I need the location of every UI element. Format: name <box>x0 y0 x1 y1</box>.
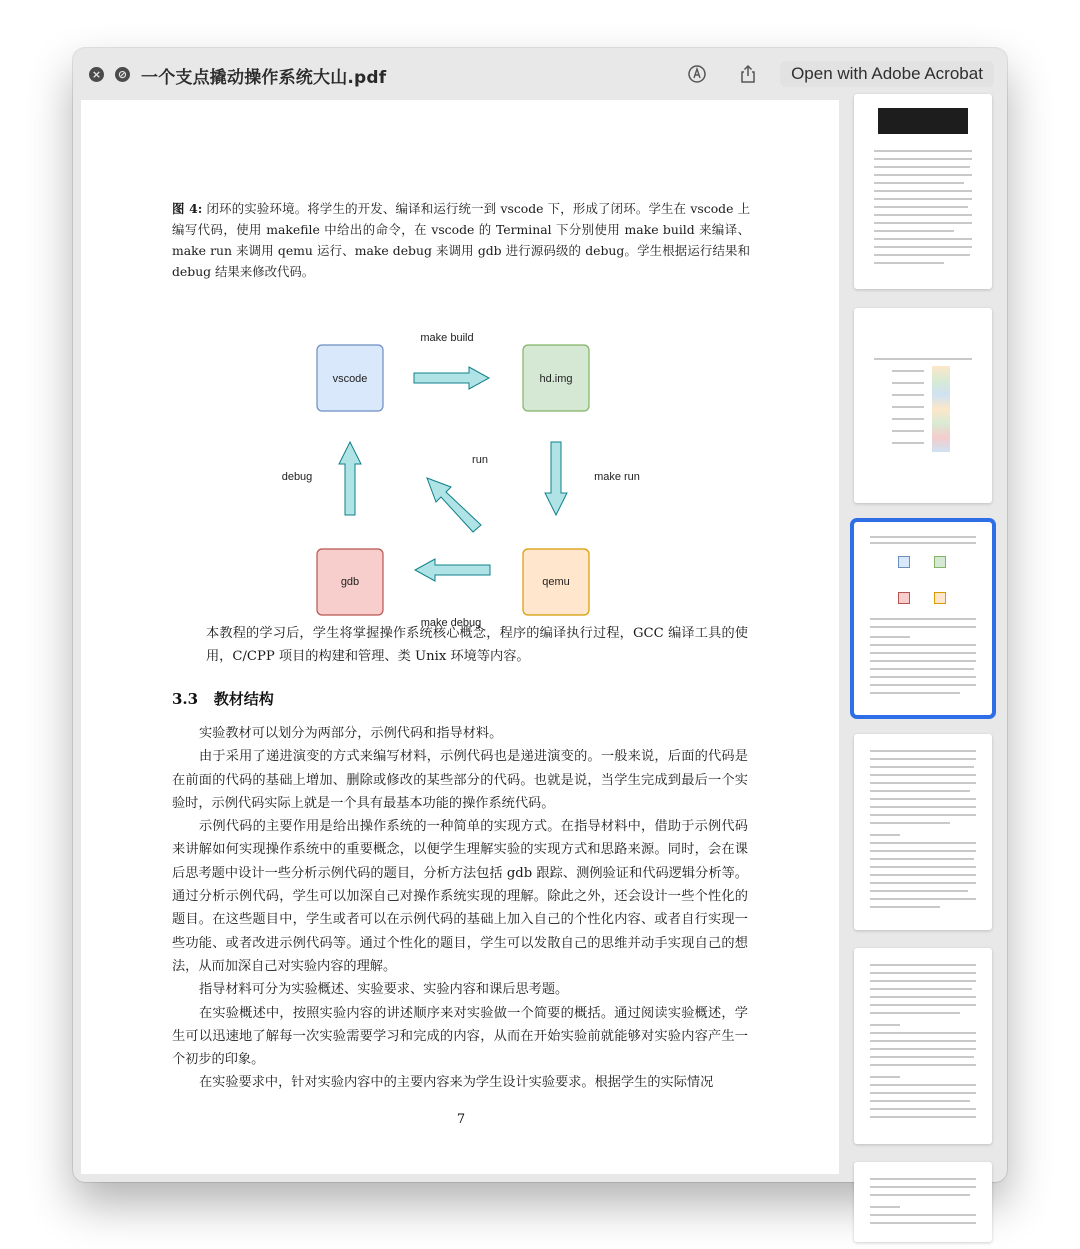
label-make-run: make run <box>594 471 640 483</box>
body-text <box>172 722 748 1095</box>
node-hdimg <box>523 345 589 411</box>
paragraph: 示例代码的主要作用是给出操作系统的一种简单的实现方式。在指导材料中，借助于示例代码来讲解如何实现操作系统中的重要概念，以便学生理解实验的实现方式和思路来源。同时，会在课后思考题中设计一些分析示例代码的题目，分析方法包括 gdb 跟踪、测例验证和代码逻辑分析等。通过分析示例代码，学生可以加深自己对操作系统实现的理解。除此之外，还会设计一些个性化的题目。在这些题目中，学生或者可以在示例代码的基础上加入自己的个性化内容、或者自行实现一些功能、或者改进示例代码等。通过个性化的题目，学生可以发散自己的思维并动手实现自己的想法，从而加深自己对实验内容的理解。 <box>172 819 748 974</box>
intro-text: 本教程的学习后，学生将掌握操作系统核心概念，程序的编译执行过程，GCC 编译工具的使用，C/CPP 项目的构建和管理、类 Unix 环境等内容。 <box>206 626 748 665</box>
page-thumbnail[interactable] <box>854 1162 992 1242</box>
page-thumbnail[interactable] <box>854 94 992 289</box>
section-heading <box>172 688 274 709</box>
figure-label: 图 4: <box>172 201 203 216</box>
section-number: 3.3 <box>172 690 199 708</box>
hide-sidebar-icon[interactable]: ⊘ <box>115 67 130 82</box>
label-make-debug: make debug <box>420 617 482 629</box>
node-qemu <box>523 549 589 615</box>
page-thumbnail[interactable] <box>854 734 992 930</box>
workflow-diagram <box>261 275 681 629</box>
paragraph: 由于采用了递进演变的方式来编写材料，示例代码也是递进演变的。一般来说，后面的代码是在前面的代码的基础上增加、删除或修改的某些部分的代码。也就是说，当学生完成到最后一个实验时，示例代码实际上就是一个具有最基本功能的操作系统代码。 <box>172 749 748 811</box>
section-title: 教材结构 <box>213 690 274 708</box>
label-make-build: make build <box>420 332 474 344</box>
page-thumbnail[interactable] <box>854 308 992 503</box>
paragraph: 实验教材可以划分为两部分，示例代码和指导材料。 <box>199 726 503 741</box>
arrow-make-run <box>545 442 567 515</box>
thumbnail-sidebar[interactable] <box>847 100 1007 1182</box>
page-number: 7 <box>456 1112 466 1127</box>
open-with-acrobat-button[interactable]: Open with Adobe Acrobat <box>780 61 994 87</box>
figure-caption <box>172 198 750 282</box>
arrow-debug <box>339 442 361 515</box>
preview-window <box>73 48 1007 1182</box>
page-thumbnail[interactable] <box>854 948 992 1144</box>
node-vscode <box>317 345 383 411</box>
node-hdimg-label: hd.img <box>539 373 573 385</box>
figure-caption-text: 闭环的实验环境。将学生的开发、编译和运行统一到 vscode 下，形成了闭环。学生在 vscode 上编写代码，使用 makefile 中给出的命令，在 vscode 的 Terminal 下分别使用 make build 来编译、make run 来调用 qemu 运行、make debug 来调用 gdb 进行源码级的 debug。学生根据运行结果和 debug 结果来修改代码。 <box>172 201 750 279</box>
arrow-run <box>427 478 481 532</box>
pdf-page <box>81 100 839 1174</box>
node-gdb <box>317 549 383 615</box>
markup-icon[interactable] <box>687 64 707 84</box>
intro-paragraph <box>206 622 748 669</box>
page-thumbnail-selected[interactable] <box>854 522 992 715</box>
paragraph: 指导材料可分为实验概述、实验要求、实验内容和课后思考题。 <box>199 982 569 998</box>
node-qemu-label: qemu <box>542 576 570 588</box>
document-title: 一个支点撬动操作系统大山.pdf <box>141 68 387 88</box>
node-vscode-label: vscode <box>332 373 368 385</box>
close-icon[interactable]: × <box>89 67 104 82</box>
paragraph: 在实验概述中，按照实验内容的讲述顺序来对实验做一个简要的概括。通过阅读实验概述，学生可以迅速地了解每一次实验需要学习和完成的内容，从而在开始实验前就能够对实验内容产生一个初步的印象。 <box>172 1005 748 1068</box>
arrow-make-debug <box>415 559 490 581</box>
share-icon[interactable] <box>738 64 758 84</box>
arrow-make-build <box>414 367 489 389</box>
label-debug: debug <box>281 471 313 483</box>
title-bar <box>73 48 1007 100</box>
label-run: run <box>472 454 488 466</box>
paragraph: 在实验要求中，针对实验内容中的主要内容来为学生设计实验要求。根据学生的实际情况 <box>199 1075 714 1091</box>
node-gdb-label: gdb <box>340 576 360 588</box>
